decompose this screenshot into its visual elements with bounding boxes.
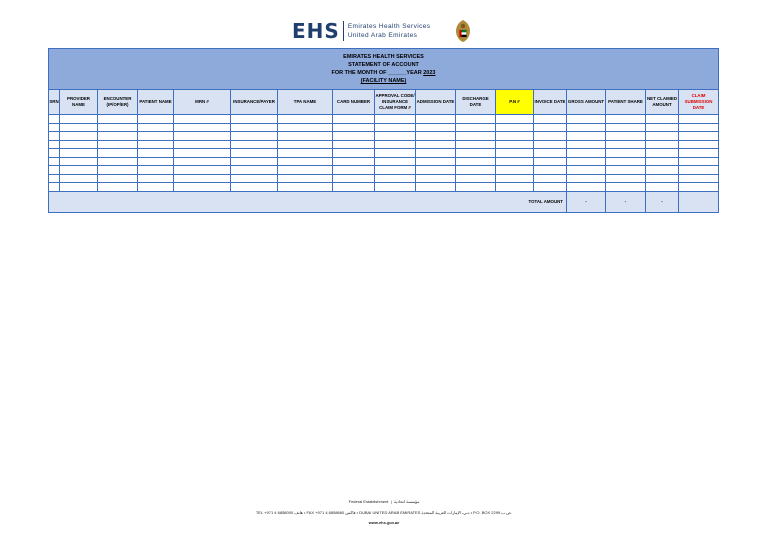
table-cell[interactable] [174,123,231,132]
table-cell[interactable] [456,149,496,158]
table-cell[interactable] [49,123,60,132]
table-row [49,132,719,141]
table-body [49,115,719,192]
col-insurance-payer: INSURANCE/PAYER [231,90,278,115]
table-cell[interactable] [375,115,416,124]
table-cell[interactable] [606,149,646,158]
table-cell[interactable] [333,123,375,132]
table-cell[interactable] [534,132,567,141]
table-cell[interactable] [174,132,231,141]
table-cell[interactable] [375,140,416,149]
table-cell[interactable] [456,115,496,124]
table-cell[interactable] [456,166,496,175]
facility-name: (FACILITY NAME) [360,78,407,84]
table-cell[interactable] [456,174,496,183]
total-row [49,191,719,212]
table-cell[interactable] [416,174,456,183]
total-amount-label: TOTAL AMOUNT [49,191,567,212]
table-cell[interactable] [456,123,496,132]
col-gross-amount: GROSS AMOUNT [567,90,606,115]
table-cell[interactable] [49,115,60,124]
table-cell[interactable] [333,149,375,158]
table-cell[interactable] [231,132,278,141]
table-cell[interactable] [646,132,679,141]
table-row [49,115,719,124]
table-cell[interactable] [49,183,60,192]
table-cell[interactable] [174,183,231,192]
table-cell[interactable] [567,149,606,158]
table-cell[interactable] [333,115,375,124]
col-mrn: MRN # [174,90,231,115]
footer-contact: TEL +971 4 6858000 هاتف • FAX +971 4 6858660 فاكس • DUBAI UNITED ARAB EMIRATES دبي، الإمارات العربية المتحدة • P.O. BOX 2299 ص.ب. [255,510,513,515]
table-cell[interactable] [416,123,456,132]
total-empty-cell [679,191,719,212]
logo-line-2: United Arab Emirates [347,32,418,39]
col-admission-date: ADMISSION DATE [416,90,456,115]
table-cell[interactable] [416,140,456,149]
table-row [49,166,719,175]
table-row [49,174,719,183]
col-patient-share: PATIENT SHARE [606,90,646,115]
table-cell[interactable] [49,166,60,175]
table-cell[interactable] [456,132,496,141]
year-label: YEAR [406,70,422,76]
table-cell[interactable] [138,183,174,192]
table-cell[interactable] [416,132,456,141]
ehs-logo [292,20,430,42]
table-cell[interactable] [98,132,138,141]
table-cell[interactable] [60,174,98,183]
total-net-claimed: - [646,191,679,212]
table-cell[interactable] [231,183,278,192]
col-srn: SRN [49,90,60,115]
table-cell[interactable] [231,140,278,149]
title-line-3 [49,69,718,77]
table-cell[interactable] [646,140,679,149]
table-cell[interactable] [49,132,60,141]
table-row [49,123,719,132]
table-cell[interactable] [646,123,679,132]
table-cell[interactable] [534,166,567,175]
table-cell[interactable] [333,132,375,141]
table-cell[interactable] [231,149,278,158]
table-cell[interactable] [174,149,231,158]
table-cell[interactable] [496,132,534,141]
table-cell[interactable] [138,166,174,175]
table-row [49,140,719,149]
col-provider-name: PROVIDER NAME [60,90,98,115]
total-gross: - [567,191,606,212]
table-cell[interactable] [496,174,534,183]
table-cell[interactable] [496,157,534,166]
table-cell[interactable] [174,140,231,149]
col-pn: P.N # [496,90,534,115]
table-cell[interactable] [98,174,138,183]
logo-divider [343,21,344,41]
table-cell[interactable] [333,157,375,166]
footer-website[interactable]: www.ehs.gov.ae [368,520,400,525]
table-cell[interactable] [567,157,606,166]
table-cell[interactable] [98,149,138,158]
table-cell[interactable] [375,166,416,175]
table-cell[interactable] [138,157,174,166]
table-cell[interactable] [679,166,719,175]
table-cell[interactable] [60,149,98,158]
table-cell[interactable] [534,174,567,183]
table-cell[interactable] [416,157,456,166]
table-cell[interactable] [98,183,138,192]
table-cell[interactable] [416,183,456,192]
table-cell[interactable] [567,123,606,132]
table-cell[interactable] [646,115,679,124]
table-cell[interactable] [567,132,606,141]
table-cell[interactable] [456,183,496,192]
table-cell[interactable] [278,132,333,141]
col-net-claimed-amount: NET CLAIMED AMOUNT [646,90,679,115]
month-blank: ______ [388,70,407,76]
col-claim-submission-date: CLAIM SUBMISSION DATE [679,90,719,115]
table-cell[interactable] [416,115,456,124]
table-cell[interactable] [534,183,567,192]
table-cell[interactable] [278,157,333,166]
table-cell[interactable] [138,132,174,141]
table-cell[interactable] [138,149,174,158]
col-discharge-date: DISCHARGE DATE [456,90,496,115]
table-cell[interactable] [534,115,567,124]
table-cell[interactable] [375,157,416,166]
statement-table [48,48,719,213]
table-cell[interactable] [49,140,60,149]
table-cell[interactable] [646,149,679,158]
ehs-logo-mark: EHS [292,19,340,43]
col-invoice-date: INVOICE DATE [534,90,567,115]
col-approval-code: APPROVAL CODE/ INSURANCE CLAIM FORM # [375,90,416,115]
table-cell[interactable] [496,149,534,158]
table-cell[interactable] [98,115,138,124]
table-cell[interactable] [60,132,98,141]
table-cell[interactable] [567,174,606,183]
table-cell[interactable] [416,149,456,158]
table-cell[interactable] [49,149,60,158]
table-cell[interactable] [416,166,456,175]
table-cell[interactable] [456,140,496,149]
table-cell[interactable] [496,166,534,175]
table-cell[interactable] [231,115,278,124]
table-cell[interactable] [534,157,567,166]
table-row [49,183,719,192]
table-cell[interactable] [679,157,719,166]
col-encounter: ENCOUNTER (IP/OP/ER) [98,90,138,115]
table-cell[interactable] [278,149,333,158]
table-cell[interactable] [567,183,606,192]
table-cell[interactable] [375,183,416,192]
table-cell[interactable] [60,123,98,132]
table-cell[interactable] [679,132,719,141]
logo-text [348,22,431,40]
title-line-2: STATEMENT OF ACCOUNT [348,62,419,68]
table-cell[interactable] [98,166,138,175]
table-cell[interactable] [98,123,138,132]
table-cell[interactable] [174,166,231,175]
table-cell[interactable] [278,140,333,149]
table-cell[interactable] [606,157,646,166]
table-cell[interactable] [534,123,567,132]
table-cell[interactable] [679,123,719,132]
statement-title [49,49,719,90]
column-header-row [49,90,719,115]
table-cell[interactable] [49,157,60,166]
table-cell[interactable] [60,115,98,124]
table-cell[interactable] [496,140,534,149]
table-cell[interactable] [496,123,534,132]
table-cell[interactable] [278,174,333,183]
table-cell[interactable] [138,174,174,183]
total-patient-share: - [606,191,646,212]
table-cell[interactable] [375,123,416,132]
table-cell[interactable] [606,183,646,192]
table-cell[interactable] [278,115,333,124]
table-cell[interactable] [679,140,719,149]
table-cell[interactable] [606,174,646,183]
table-cell[interactable] [567,140,606,149]
table-cell[interactable] [98,140,138,149]
table-cell[interactable] [375,132,416,141]
table-cell[interactable] [646,157,679,166]
table-cell[interactable] [606,115,646,124]
table-cell[interactable] [138,123,174,132]
uae-emblem-icon [452,18,474,44]
table-cell[interactable] [333,183,375,192]
table-cell[interactable] [646,166,679,175]
table-cell[interactable] [679,115,719,124]
table-cell[interactable] [375,174,416,183]
table-cell[interactable] [496,115,534,124]
table-cell[interactable] [679,183,719,192]
table-cell[interactable] [174,174,231,183]
table-cell[interactable] [679,174,719,183]
table-cell[interactable] [606,140,646,149]
table-row [49,149,719,158]
table-cell[interactable] [333,174,375,183]
table-cell[interactable] [98,157,138,166]
col-patient-name: PATIENT NAME [138,90,174,115]
table-cell[interactable] [231,166,278,175]
title-line-1: EMIRATES HEALTH SERVICES [343,54,424,60]
table-cell[interactable] [646,174,679,183]
table-cell[interactable] [496,183,534,192]
col-tpa-name: TPA NAME [278,90,333,115]
footer-federal-en: Federal Establishment [348,499,389,504]
table-cell[interactable] [456,157,496,166]
table-cell[interactable] [534,149,567,158]
table-cell[interactable] [333,140,375,149]
table-cell[interactable] [138,115,174,124]
table-cell[interactable] [606,123,646,132]
table-cell[interactable] [375,149,416,158]
table-cell[interactable] [60,140,98,149]
table-cell[interactable] [60,157,98,166]
logo-line-1: Emirates Health Services [347,23,431,30]
table-cell[interactable] [567,115,606,124]
table-row [49,157,719,166]
table-cell[interactable] [49,174,60,183]
footer-line-1: Federal Establishment | مؤسسة اتحادية [348,499,420,504]
table-cell[interactable] [60,183,98,192]
table-cell[interactable] [606,166,646,175]
table-cell[interactable] [138,140,174,149]
table-cell[interactable] [231,157,278,166]
table-cell[interactable] [278,123,333,132]
footer-federal-ar: مؤسسة اتحادية [393,499,420,504]
table-cell[interactable] [174,115,231,124]
table-cell[interactable] [278,166,333,175]
table-cell[interactable] [567,166,606,175]
table-cell[interactable] [606,132,646,141]
col-card-number: CARD NUMBER [333,90,375,115]
year-value: 2023 [423,70,436,76]
table-cell[interactable] [278,183,333,192]
table-cell[interactable] [679,149,719,158]
table-cell[interactable] [60,166,98,175]
table-cell[interactable] [231,174,278,183]
table-cell[interactable] [333,166,375,175]
month-label: FOR THE MONTH OF [331,70,387,76]
table-cell[interactable] [646,183,679,192]
table-cell[interactable] [174,157,231,166]
table-cell[interactable] [231,123,278,132]
table-cell[interactable] [534,140,567,149]
